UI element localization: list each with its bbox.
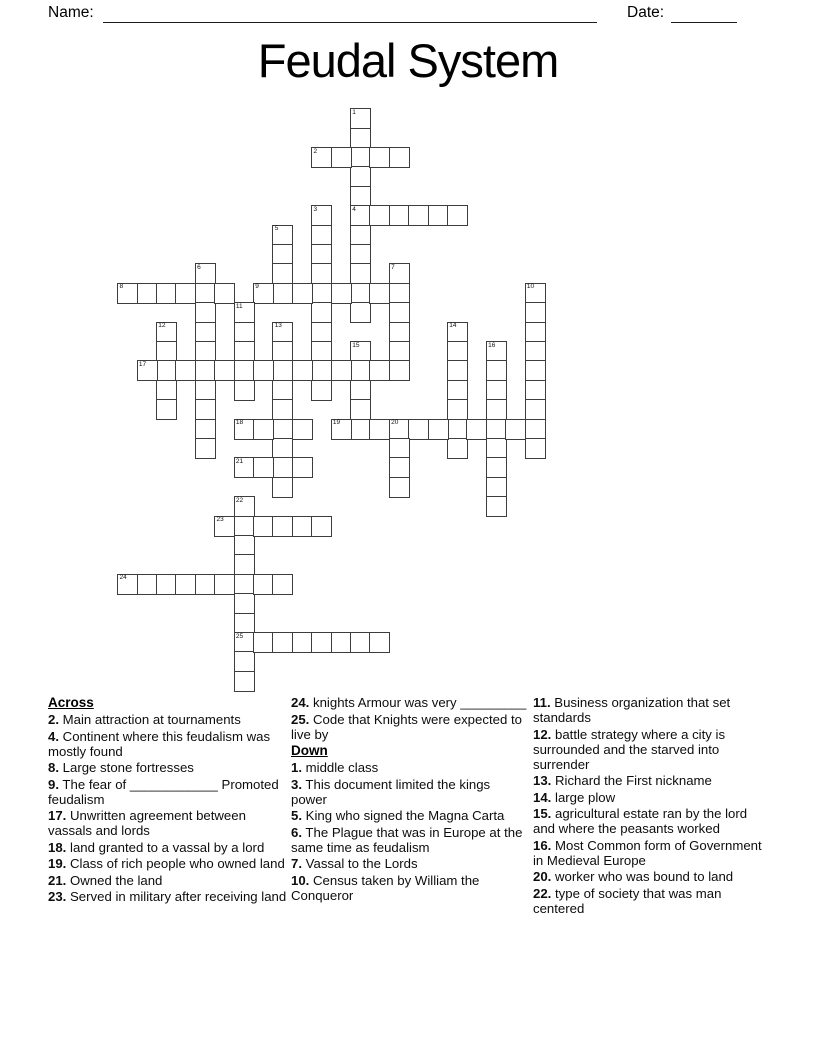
grid-cell <box>350 205 371 226</box>
grid-cell <box>253 574 274 595</box>
grid-cell <box>234 632 255 653</box>
grid-cell <box>195 360 216 381</box>
grid-cell <box>311 283 332 304</box>
grid-cell <box>486 341 507 362</box>
cell-number: 18 <box>235 419 244 427</box>
grid-cell <box>272 632 293 653</box>
cell-number: 11 <box>235 302 243 310</box>
clue-item: 11. Business organization that set standards <box>533 695 731 725</box>
grid-cell <box>369 419 390 440</box>
cell-number: 14 <box>449 322 457 330</box>
grid-cell <box>447 380 468 401</box>
grid-cell <box>331 419 352 440</box>
grid-cell <box>331 147 352 168</box>
grid-cell <box>350 108 371 129</box>
grid-cell <box>525 399 546 420</box>
clue-number: 16. <box>533 837 552 853</box>
clue-number: 4. <box>48 728 59 744</box>
grid-cell <box>350 399 371 420</box>
cell-number: 15 <box>352 341 360 349</box>
clue-item: 18. land granted to a vassal by a lord <box>48 839 265 855</box>
grid-cell <box>447 360 468 381</box>
cell-number: 2 <box>313 147 318 155</box>
grid-cell <box>253 283 274 304</box>
grid-cell <box>447 438 468 459</box>
grid-cell <box>350 302 371 323</box>
grid-cell <box>272 457 293 478</box>
grid-cell <box>350 632 371 653</box>
grid-cell <box>253 457 274 478</box>
grid-cell <box>486 496 507 517</box>
grid-cell <box>117 283 138 304</box>
grid-cell <box>234 322 255 343</box>
grid-cell <box>447 341 468 362</box>
grid-cell <box>195 419 216 440</box>
grid-cell <box>137 574 158 595</box>
grid-cell <box>408 419 429 440</box>
grid-cell <box>389 205 410 226</box>
clue-number: 7. <box>291 856 302 871</box>
grid-cell <box>234 651 255 672</box>
grid-cell <box>253 360 274 381</box>
grid-cell <box>253 632 274 653</box>
grid-cell <box>389 147 410 168</box>
grid-cell <box>350 244 371 265</box>
grid-cell <box>253 516 274 537</box>
grid-cell <box>525 380 546 401</box>
cell-number: 6 <box>197 263 201 271</box>
page-title: Feudal System <box>257 34 559 87</box>
grid-cell <box>311 302 332 323</box>
clue-number: 18. <box>48 839 67 855</box>
grid-cell <box>389 477 410 498</box>
grid-cell <box>272 477 293 498</box>
grid-cell <box>272 225 293 246</box>
grid-cell <box>311 322 332 343</box>
cell-number: 9 <box>255 283 259 291</box>
date-blank-line <box>671 5 737 23</box>
grid-cell <box>156 380 177 401</box>
grid-cell <box>272 438 293 459</box>
grid-cell <box>156 341 177 362</box>
grid-cell <box>486 419 507 440</box>
grid-cell <box>234 380 255 401</box>
grid-cell <box>292 360 313 381</box>
grid-cell <box>195 438 216 459</box>
grid-cell <box>311 147 332 168</box>
grid-cell <box>214 283 235 304</box>
clue-item: 3. This document limited the kings power <box>291 776 491 807</box>
grid-cell <box>292 457 313 478</box>
grid-cell <box>156 283 177 304</box>
cell-number: 21 <box>235 457 244 465</box>
grid-cell <box>505 419 526 440</box>
grid-cell <box>525 322 546 343</box>
grid-cell <box>369 283 390 304</box>
grid-cell <box>272 516 293 537</box>
grid-cell <box>234 535 255 556</box>
grid-cell <box>156 574 177 595</box>
grid-cell <box>466 419 487 440</box>
cell-number: 12 <box>158 322 166 330</box>
grid-cell <box>195 302 216 323</box>
cell-number: 3 <box>313 205 318 213</box>
grid-cell <box>369 632 390 653</box>
grid-cell <box>350 263 371 284</box>
grid-cell <box>447 205 468 226</box>
clue-item: 16. Most Common form of Government in Medieval Europe <box>533 837 762 868</box>
grid-cell <box>350 341 371 362</box>
grid-cell <box>428 419 449 440</box>
grid-cell <box>369 147 390 168</box>
grid-cell <box>234 593 255 614</box>
grid-cell <box>195 263 216 284</box>
grid-cell <box>195 380 216 401</box>
grid-cell <box>389 419 410 440</box>
grid-cell <box>311 263 332 284</box>
grid-cell <box>369 360 390 381</box>
clue-item: 14. large plow <box>533 789 616 805</box>
grid-cell <box>175 283 196 304</box>
grid-cell <box>389 360 410 381</box>
grid-cell <box>234 613 255 634</box>
grid-cell <box>272 283 293 304</box>
clue-column-1 <box>48 695 290 906</box>
grid-cell <box>525 360 546 381</box>
grid-cell <box>350 380 371 401</box>
cell-number: 5 <box>274 225 279 233</box>
grid-cell <box>272 263 293 284</box>
grid-cell <box>137 360 158 381</box>
grid-cell <box>486 399 507 420</box>
clue-number: 13. <box>533 773 552 788</box>
grid-cell <box>486 380 507 401</box>
clue-number: 11. <box>533 695 551 710</box>
grid-cell <box>292 632 313 653</box>
grid-cell <box>234 360 255 381</box>
grid-cell <box>311 516 332 537</box>
clue-column-2 <box>291 695 529 904</box>
grid-cell <box>447 322 468 343</box>
clue-number: 5. <box>291 808 302 823</box>
cell-number: 25 <box>235 632 244 640</box>
grid-cell <box>272 341 293 362</box>
clue-number: 17. <box>48 808 67 823</box>
grid-cell <box>525 283 546 304</box>
grid-cell <box>331 360 352 381</box>
clue-number: 21. <box>48 872 67 888</box>
clue-item: 24. knights Armour was very _________ <box>291 695 527 710</box>
grid-cell <box>350 128 371 149</box>
clue-item: 19. Class of rich people who owned land <box>48 856 285 871</box>
grid-cell <box>234 574 255 595</box>
clue-number: 22. <box>533 885 552 901</box>
grid-cell <box>156 322 177 343</box>
grid-cell <box>350 147 371 168</box>
clue-number: 3. <box>291 776 302 792</box>
grid-cell <box>234 302 255 323</box>
grid-cell <box>272 322 293 343</box>
cell-number: 4 <box>352 205 356 213</box>
grid-cell <box>234 496 255 517</box>
grid-cell <box>234 554 255 575</box>
grid-cell <box>272 399 293 420</box>
grid-cell <box>369 205 390 226</box>
cell-number: 1 <box>352 108 356 116</box>
clue-number: 14. <box>533 789 552 805</box>
grid-cell <box>350 419 371 440</box>
clue-item: 17. Unwritten agreement between vassals and lords <box>48 808 246 838</box>
grid-cell <box>428 205 449 226</box>
grid-cell <box>311 244 332 265</box>
grid-cell <box>272 419 293 440</box>
cell-number: 23 <box>216 516 224 524</box>
grid-cell <box>389 438 410 459</box>
cell-number: 10 <box>526 283 535 291</box>
grid-cell <box>195 283 216 304</box>
grid-cell <box>272 360 293 381</box>
grid-cell <box>486 477 507 498</box>
grid-cell <box>156 360 177 381</box>
grid-cell <box>331 283 352 304</box>
cell-number: 7 <box>391 263 395 271</box>
cell-number: 19 <box>332 419 341 427</box>
grid-cell <box>311 380 332 401</box>
grid-cell <box>292 516 313 537</box>
clue-number: 19. <box>48 856 67 871</box>
grid-cell <box>214 360 235 381</box>
clue-item: 13. Richard the First nickname <box>533 773 712 788</box>
grid-cell <box>214 516 235 537</box>
grid-cell <box>350 283 371 304</box>
name-blank-line <box>103 5 597 23</box>
clue-number: 10. <box>291 872 310 888</box>
clue-item: 21. Owned the land <box>48 872 163 888</box>
clue-item: 25. Code that Knights were expected to live by <box>291 711 522 742</box>
grid-cell <box>311 205 332 226</box>
grid-cell <box>447 399 468 420</box>
grid-cell <box>272 380 293 401</box>
grid-cell <box>214 574 235 595</box>
grid-cell <box>272 574 293 595</box>
clue-list-header: Down <box>291 743 328 758</box>
clue-item: 12. battle strategy where a city is surrounded and the starved into surrender <box>533 726 726 772</box>
cell-number: 8 <box>119 283 124 291</box>
grid-cell <box>389 283 410 304</box>
grid-cell <box>195 322 216 343</box>
grid-cell <box>525 302 546 323</box>
cell-number: 16 <box>488 341 496 349</box>
clue-item: 23. Served in military after receiving land <box>48 889 287 904</box>
grid-cell <box>292 283 313 304</box>
grid-cell <box>175 360 196 381</box>
clue-column-3 <box>533 695 769 917</box>
grid-cell <box>234 457 255 478</box>
grid-cell <box>389 322 410 343</box>
clue-item: 6. The Plague that was in Europe at the same time as feudalism <box>291 824 523 855</box>
name-label: Name: <box>48 4 94 21</box>
clue-item: 7. Vassal to the Lords <box>291 856 418 871</box>
grid-cell <box>117 574 138 595</box>
clue-number: 6. <box>291 824 302 840</box>
grid-cell <box>525 438 546 459</box>
cell-number: 20 <box>391 419 399 427</box>
clue-item: 20. worker who was bound to land <box>533 869 734 884</box>
clue-item: 10. Census taken by William the Conqueror <box>291 872 480 903</box>
cell-number: 17 <box>138 360 147 368</box>
grid-cell <box>195 574 216 595</box>
clue-number: 2. <box>48 712 59 727</box>
grid-cell <box>234 419 255 440</box>
clue-number: 24. <box>291 695 310 710</box>
cell-number: 24 <box>119 574 127 582</box>
grid-cell <box>272 244 293 265</box>
grid-cell <box>486 438 507 459</box>
grid-cell <box>350 225 371 246</box>
grid-cell <box>311 360 332 381</box>
grid-cell <box>331 632 352 653</box>
grid-cell <box>175 574 196 595</box>
clue-item: 15. agricultural estate ran by the lord and where the peasants worked <box>533 806 748 836</box>
grid-cell <box>447 419 468 440</box>
grid-cell <box>156 399 177 420</box>
grid-cell <box>234 516 255 537</box>
grid-cell <box>525 419 546 440</box>
clue-item: 9. The fear of ____________ Promoted feudalism <box>48 776 279 807</box>
grid-cell <box>486 457 507 478</box>
clue-number: 8. <box>48 760 59 775</box>
clue-number: 12. <box>533 726 552 742</box>
grid-cell <box>234 341 255 362</box>
grid-cell <box>311 341 332 362</box>
grid-cell <box>389 302 410 323</box>
clue-number: 1. <box>291 760 302 775</box>
grid-cell <box>350 166 371 187</box>
grid-cell <box>311 225 332 246</box>
cell-number: 13 <box>274 322 282 330</box>
clue-list-header: Across <box>48 695 94 710</box>
clue-number: 9. <box>48 776 59 792</box>
grid-cell <box>311 632 332 653</box>
grid-cell <box>486 360 507 381</box>
clue-item: 8. Large stone fortresses <box>48 760 194 775</box>
grid-cell <box>389 341 410 362</box>
clue-number: 15. <box>533 806 552 821</box>
grid-cell <box>350 360 371 381</box>
clue-item: 22. type of society that was man centered <box>533 885 722 916</box>
grid-cell <box>234 671 255 692</box>
clue-number: 25. <box>291 711 310 727</box>
grid-cell <box>389 263 410 284</box>
grid-cell <box>350 186 371 207</box>
date-label: Date: <box>627 4 665 21</box>
clue-number: 20. <box>533 869 552 884</box>
grid-cell <box>195 399 216 420</box>
grid-cell <box>195 341 216 362</box>
clue-item: 5. King who signed the Magna Carta <box>291 808 505 823</box>
grid-cell <box>525 341 546 362</box>
clue-item: 4. Continent where this feudalism was mostly found <box>48 728 271 759</box>
clue-item: 1. middle class <box>291 760 379 775</box>
grid-cell <box>253 419 274 440</box>
grid-cell <box>292 419 313 440</box>
clue-number: 23. <box>48 889 67 904</box>
cell-number: 22 <box>235 496 244 504</box>
grid-cell <box>408 205 429 226</box>
clue-item: 2. Main attraction at tournaments <box>48 712 241 727</box>
grid-cell <box>389 457 410 478</box>
grid-cell <box>137 283 158 304</box>
